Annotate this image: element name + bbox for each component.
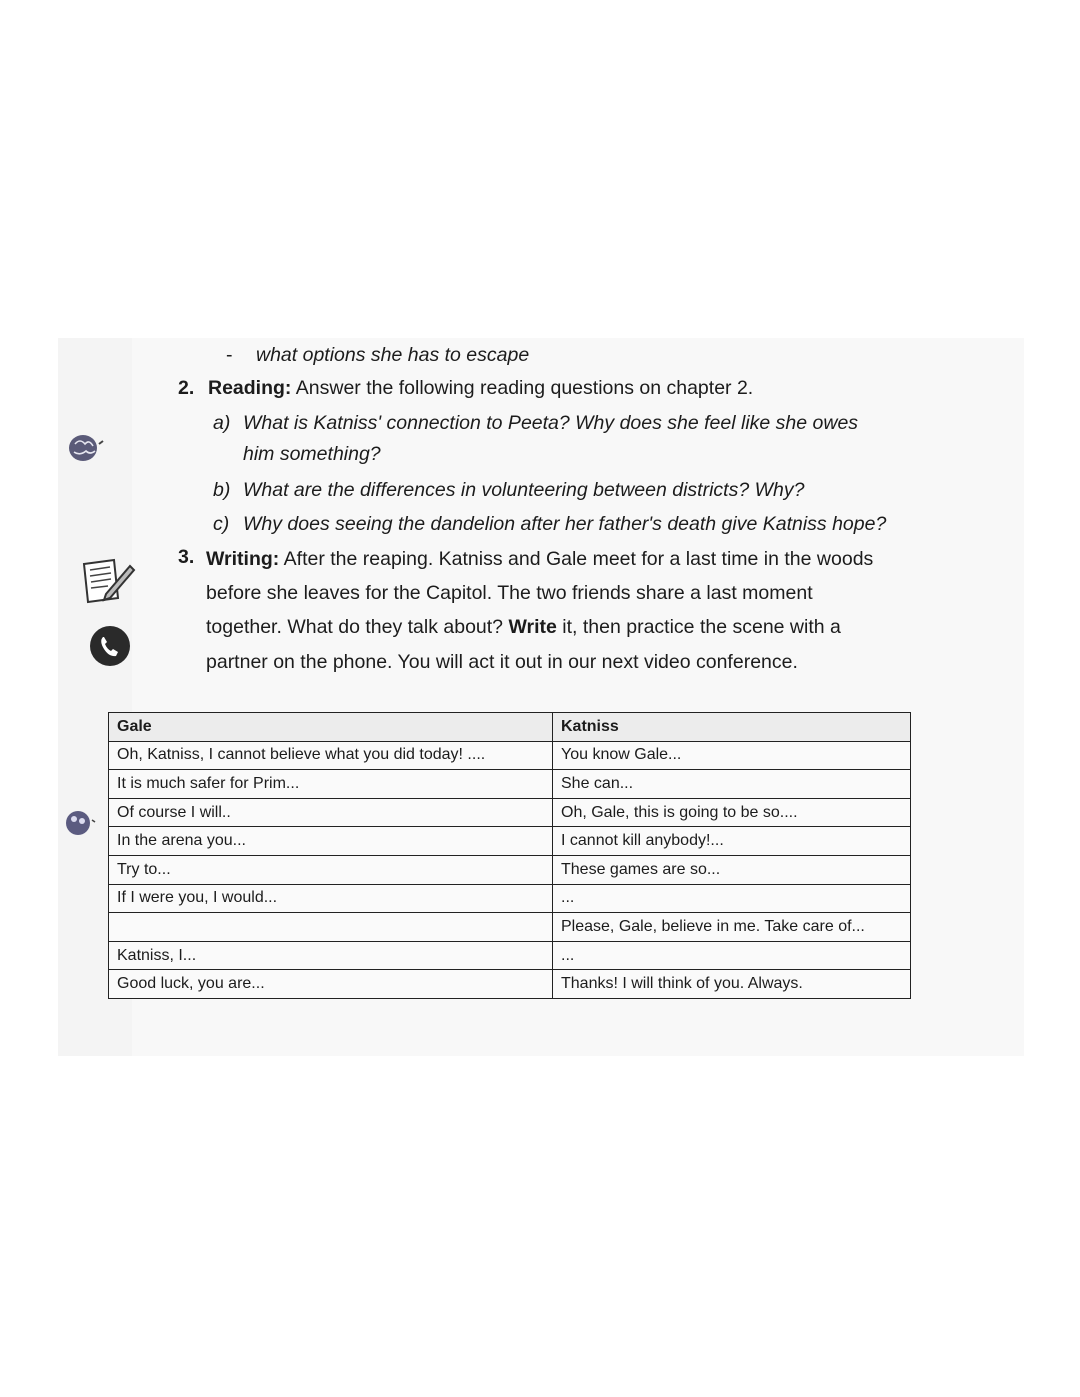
escape-bullet-dash: -: [226, 344, 233, 366]
writing-number: 3.: [178, 546, 195, 568]
group-icon: [64, 808, 108, 838]
question-a-letter: a): [213, 412, 231, 434]
gale-line: Good luck, you are...: [109, 970, 553, 999]
gale-line: Try to...: [109, 855, 553, 884]
writing-line3-pre: together. What do they talk about?: [206, 616, 504, 638]
table-row: [109, 970, 911, 999]
table-header-row: [109, 713, 911, 742]
writing-text-1: After the reaping. Katniss and Gale meet for a last time in the woods: [283, 548, 874, 570]
katniss-line: These games are so...: [553, 855, 911, 884]
question-a-line1: What is Katniss' connection to Peeta? Why does she feel like she owes: [243, 412, 859, 434]
brain-icon: [66, 430, 106, 466]
katniss-line: Thanks! I will think of you. Always.: [553, 970, 911, 999]
table-row: [109, 884, 911, 913]
question-b-line1: What are the differences in volunteering between districts? Why?: [243, 479, 805, 501]
question-c-letter: c): [213, 513, 230, 535]
writing-icon: [80, 556, 136, 606]
katniss-line: Oh, Gale, this is going to be so....: [553, 798, 911, 827]
table-row: [109, 798, 911, 827]
gale-line: In the arena you...: [109, 827, 553, 856]
table-row: [109, 770, 911, 799]
katniss-line: I cannot kill anybody!...: [553, 827, 911, 856]
question-c-line1: Why does seeing the dandelion after her father's death give Katniss hope?: [243, 513, 887, 535]
writing-line3: [206, 616, 841, 639]
table-row: [109, 741, 911, 770]
katniss-line: Please, Gale, believe in me. Take care of...: [553, 913, 911, 942]
header-gale: Gale: [109, 713, 553, 742]
writing-line1: [206, 548, 873, 571]
writing-line2: before she leaves for the Capitol. The two friends share a last moment: [206, 582, 813, 604]
gale-line: If I were you, I would...: [109, 884, 553, 913]
table-row: [109, 827, 911, 856]
katniss-line: ...: [553, 884, 911, 913]
writing-label: Writing:: [206, 548, 280, 570]
dialog-table: [108, 712, 911, 999]
table-row: [109, 913, 911, 942]
escape-bullet-text: what options she has to escape: [256, 344, 530, 366]
gale-line: Of course I will..: [109, 798, 553, 827]
writing-line3-post: it, then practice the scene with a: [562, 616, 841, 638]
reading-number: 2.: [178, 377, 195, 399]
writing-line3-bold: Write: [508, 616, 557, 638]
gale-line: Katniss, I...: [109, 941, 553, 970]
katniss-line: ...: [553, 941, 911, 970]
gale-line: Oh, Katniss, I cannot believe what you did today! ....: [109, 741, 553, 770]
reading-label: Reading:: [208, 377, 292, 399]
question-a-line2: him something?: [243, 443, 381, 465]
reading-text: Answer the following reading questions on chapter 2.: [295, 377, 754, 399]
header-katniss: Katniss: [553, 713, 911, 742]
gale-line: [109, 913, 553, 942]
katniss-line: You know Gale...: [553, 741, 911, 770]
phone-icon: [88, 625, 132, 667]
table-row: [109, 855, 911, 884]
question-b-letter: b): [213, 479, 231, 501]
gale-line: It is much safer for Prim...: [109, 770, 553, 799]
katniss-line: She can...: [553, 770, 911, 799]
reading-instruction: [208, 377, 753, 400]
table-row: [109, 941, 911, 970]
writing-line4: partner on the phone. You will act it out in our next video conference.: [206, 651, 798, 673]
